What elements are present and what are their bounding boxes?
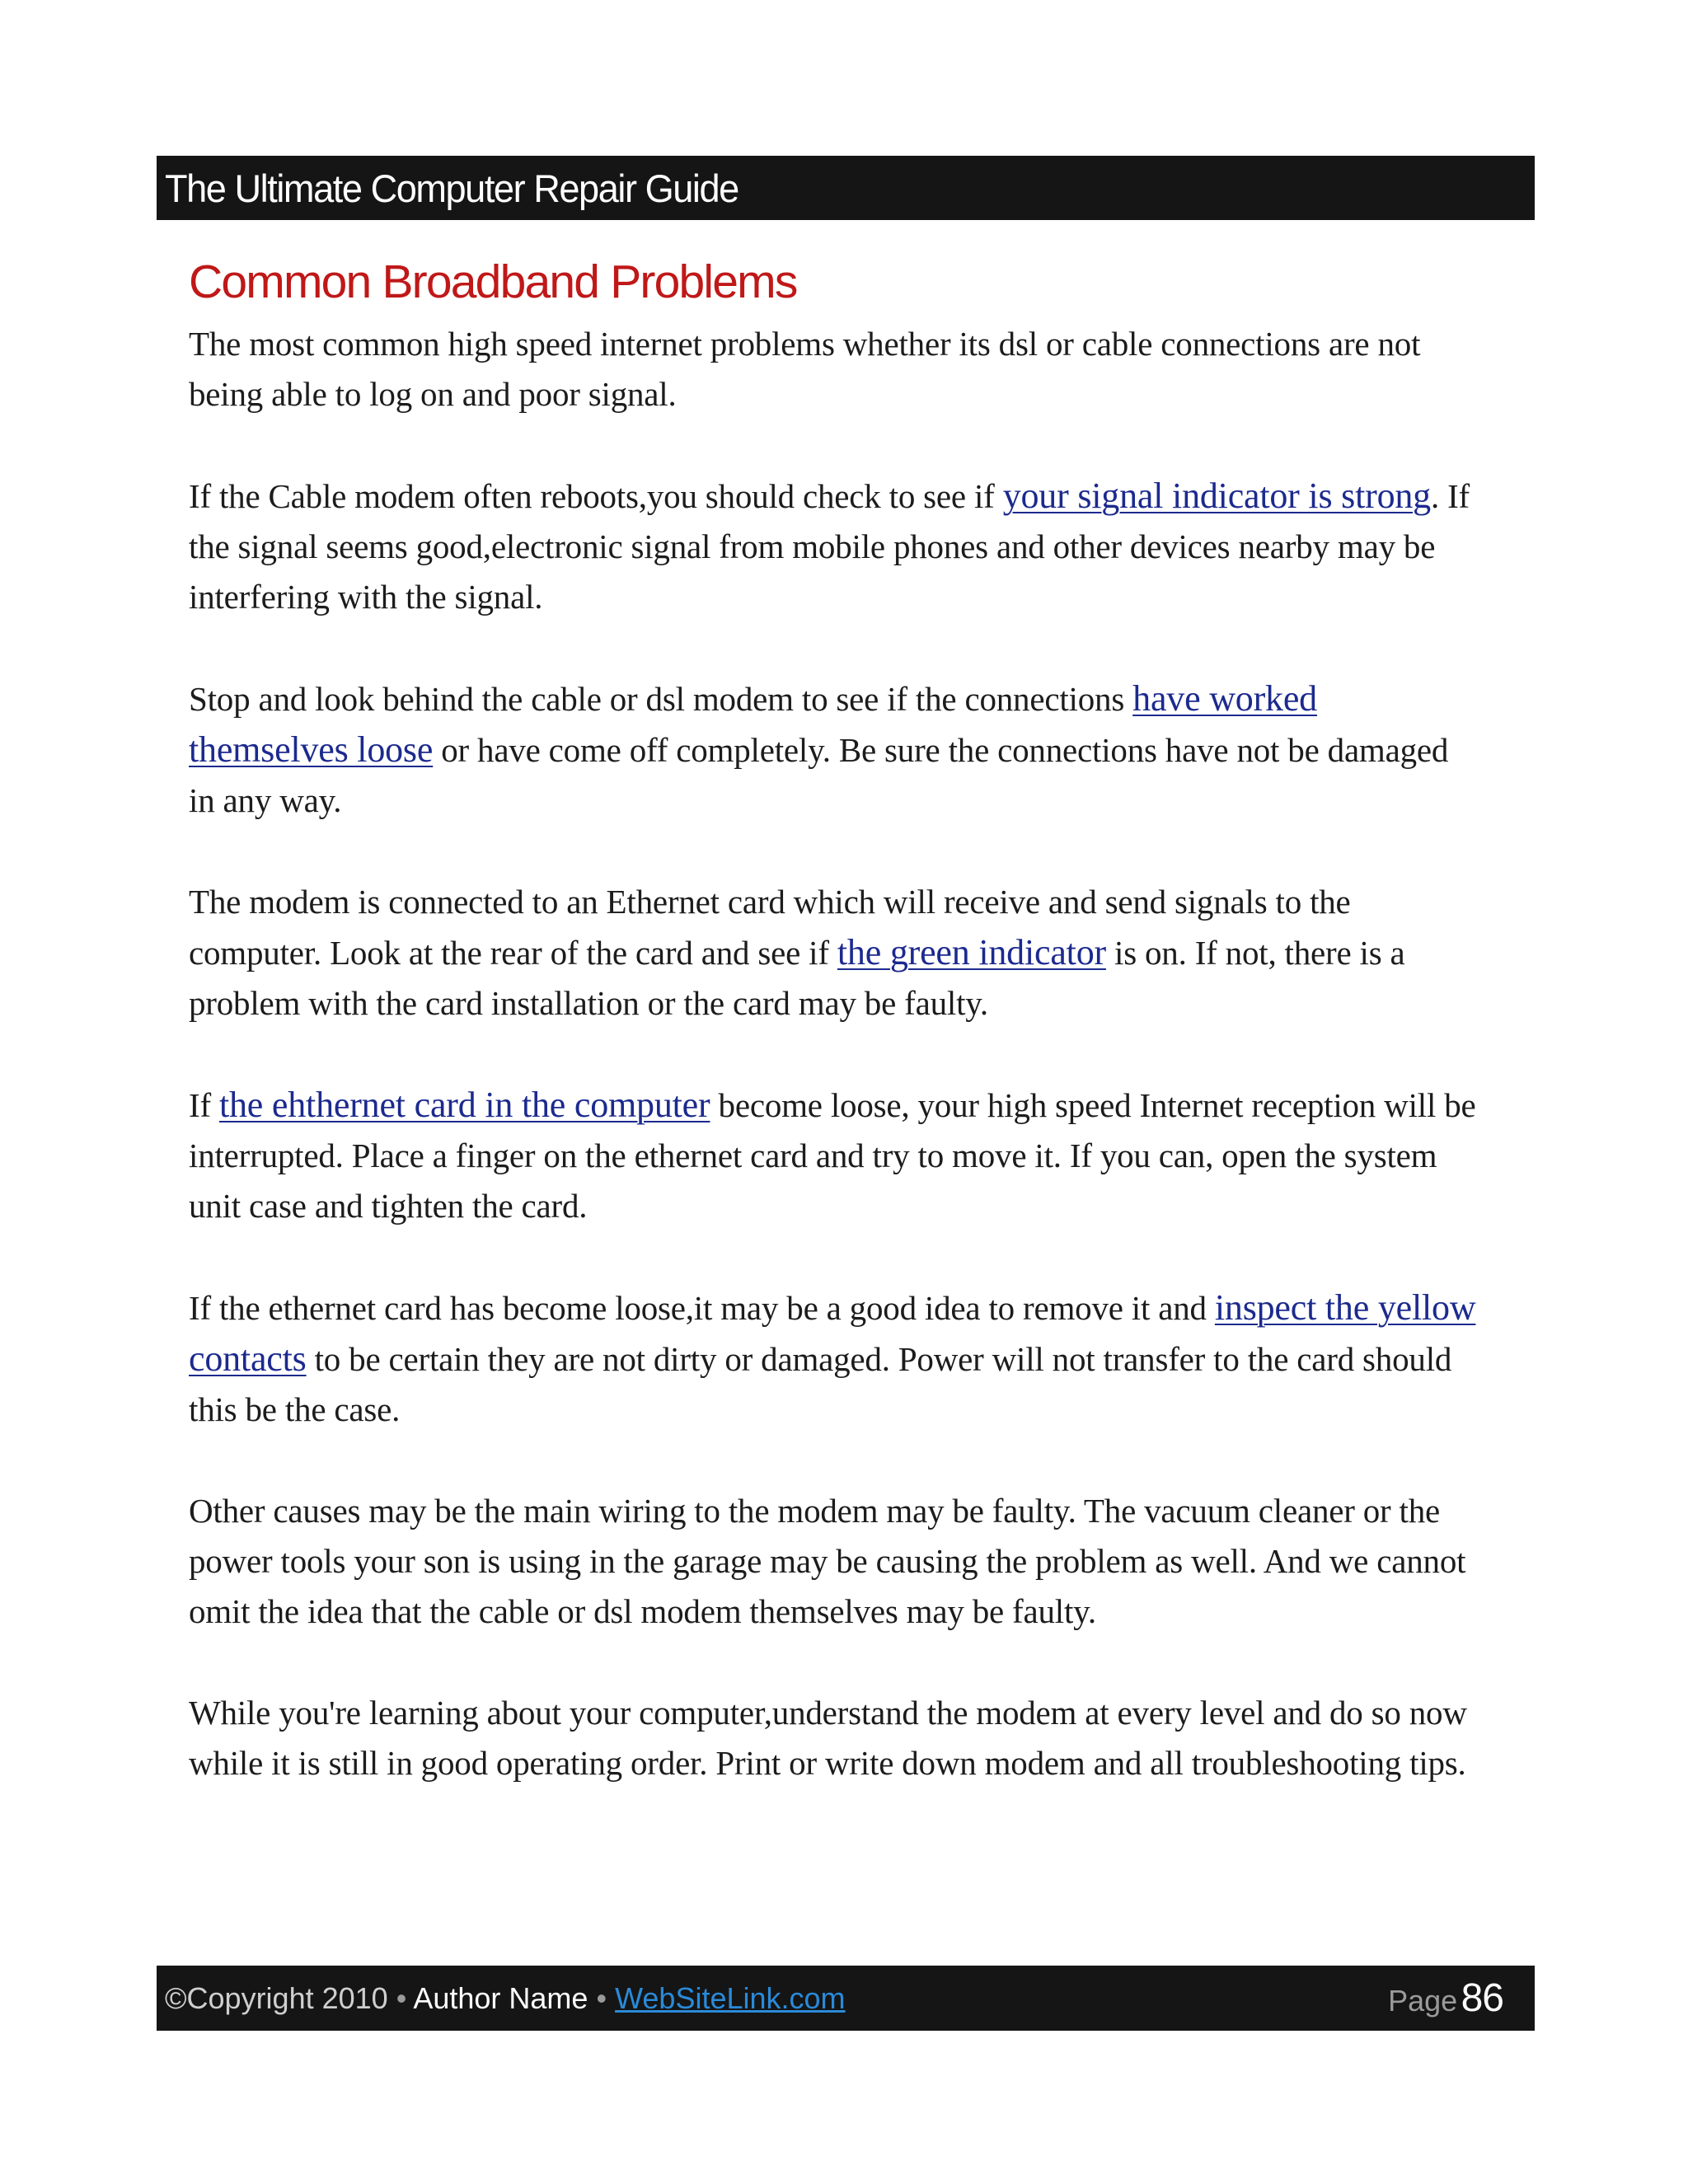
paragraph-inspect-contacts (189, 1282, 1507, 1435)
page-indicator (1388, 1975, 1503, 2021)
paragraph-other-causes (189, 1486, 1491, 1637)
page-number: 86 (1461, 1976, 1503, 2020)
paragraph-text: If the Cable modem often reboots,you should check to see if (189, 477, 1003, 515)
footer-bar (157, 1966, 1535, 2031)
page-label: Page (1388, 1984, 1458, 2018)
footer-separator: • (396, 1980, 407, 2015)
paragraph-text: Stop and look behind the cable or dsl modem to see if the connections (189, 680, 1133, 718)
link-green-indicator[interactable]: the green indicator (837, 932, 1106, 972)
paragraph-loose-card (189, 1080, 1491, 1231)
footer-separator: • (596, 1980, 607, 2015)
paragraph-text: or have come off completely. Be sure the connections have not be damaged in any way. (189, 731, 1449, 819)
paragraph-text: If (189, 1086, 219, 1124)
paragraph-ethernet-card (189, 877, 1475, 1029)
paragraph-learning (189, 1688, 1507, 1788)
paragraph-connections (189, 673, 1475, 826)
paragraph-text: Other causes may be the main wiring to the modem may be faulty. The vacuum cleaner or the power tools your son is using in the garage may be causing the problem as well. And we cannot omit the idea that the cable or dsl modem themselves may be faulty. (189, 1492, 1466, 1630)
footer-credits (165, 1981, 846, 2016)
link-worked-loose[interactable]: have worked themselves loose (189, 678, 1317, 770)
header-bar (157, 156, 1535, 220)
copyright-text: ©Copyright 2010 (165, 1980, 388, 2015)
paragraph-text: While you're learning about your computer,understand the modem at every level and do so now while it is still in good operating order. Print or write down modem and all troubleshooting tips. (189, 1694, 1467, 1782)
book-title: The Ultimate Computer Repair Guide (165, 166, 738, 210)
author-name: Author Name (413, 1980, 588, 2015)
website-link[interactable]: WebSiteLink.com (615, 1980, 846, 2015)
paragraph-text: become loose, your high speed Internet reception will be interrupted. Place a finger on the ethernet card and try to move it. If you can, open the system unit case and tighten the card. (189, 1086, 1476, 1225)
paragraph-text: . If the signal seems good,electronic signal from mobile phones and other devices nearby may be interfering with the signal. (189, 477, 1470, 616)
paragraph-text: is on. If not, there is a problem with the card installation or the card may be faulty. (189, 934, 1405, 1022)
link-ethernet-card[interactable]: the ehthernet card in the computer (218, 1085, 710, 1125)
paragraph-text: If the ethernet card has become loose,it may be a good idea to remove it and (189, 1289, 1215, 1327)
page-title: Common Broadband Problems (189, 255, 797, 308)
paragraph-cable-modem (189, 471, 1475, 622)
page-content (189, 251, 1507, 1840)
paragraph-text: The modem is connected to an Ethernet card which will receive and send signals to the computer. Look at the rear of the card and see if (189, 883, 1351, 972)
paragraph-text: to be certain they are not dirty or damaged. Power will not transfer to the card should this be the case. (189, 1340, 1452, 1428)
link-signal-indicator[interactable]: your signal indicator is strong (1002, 476, 1431, 516)
link-yellow-contacts[interactable]: inspect the yellow contacts (189, 1287, 1476, 1379)
paragraph-text: The most common high speed internet problems whether its dsl or cable connections are not being able to log on and poor signal. (189, 325, 1421, 413)
paragraph-intro (189, 319, 1475, 419)
